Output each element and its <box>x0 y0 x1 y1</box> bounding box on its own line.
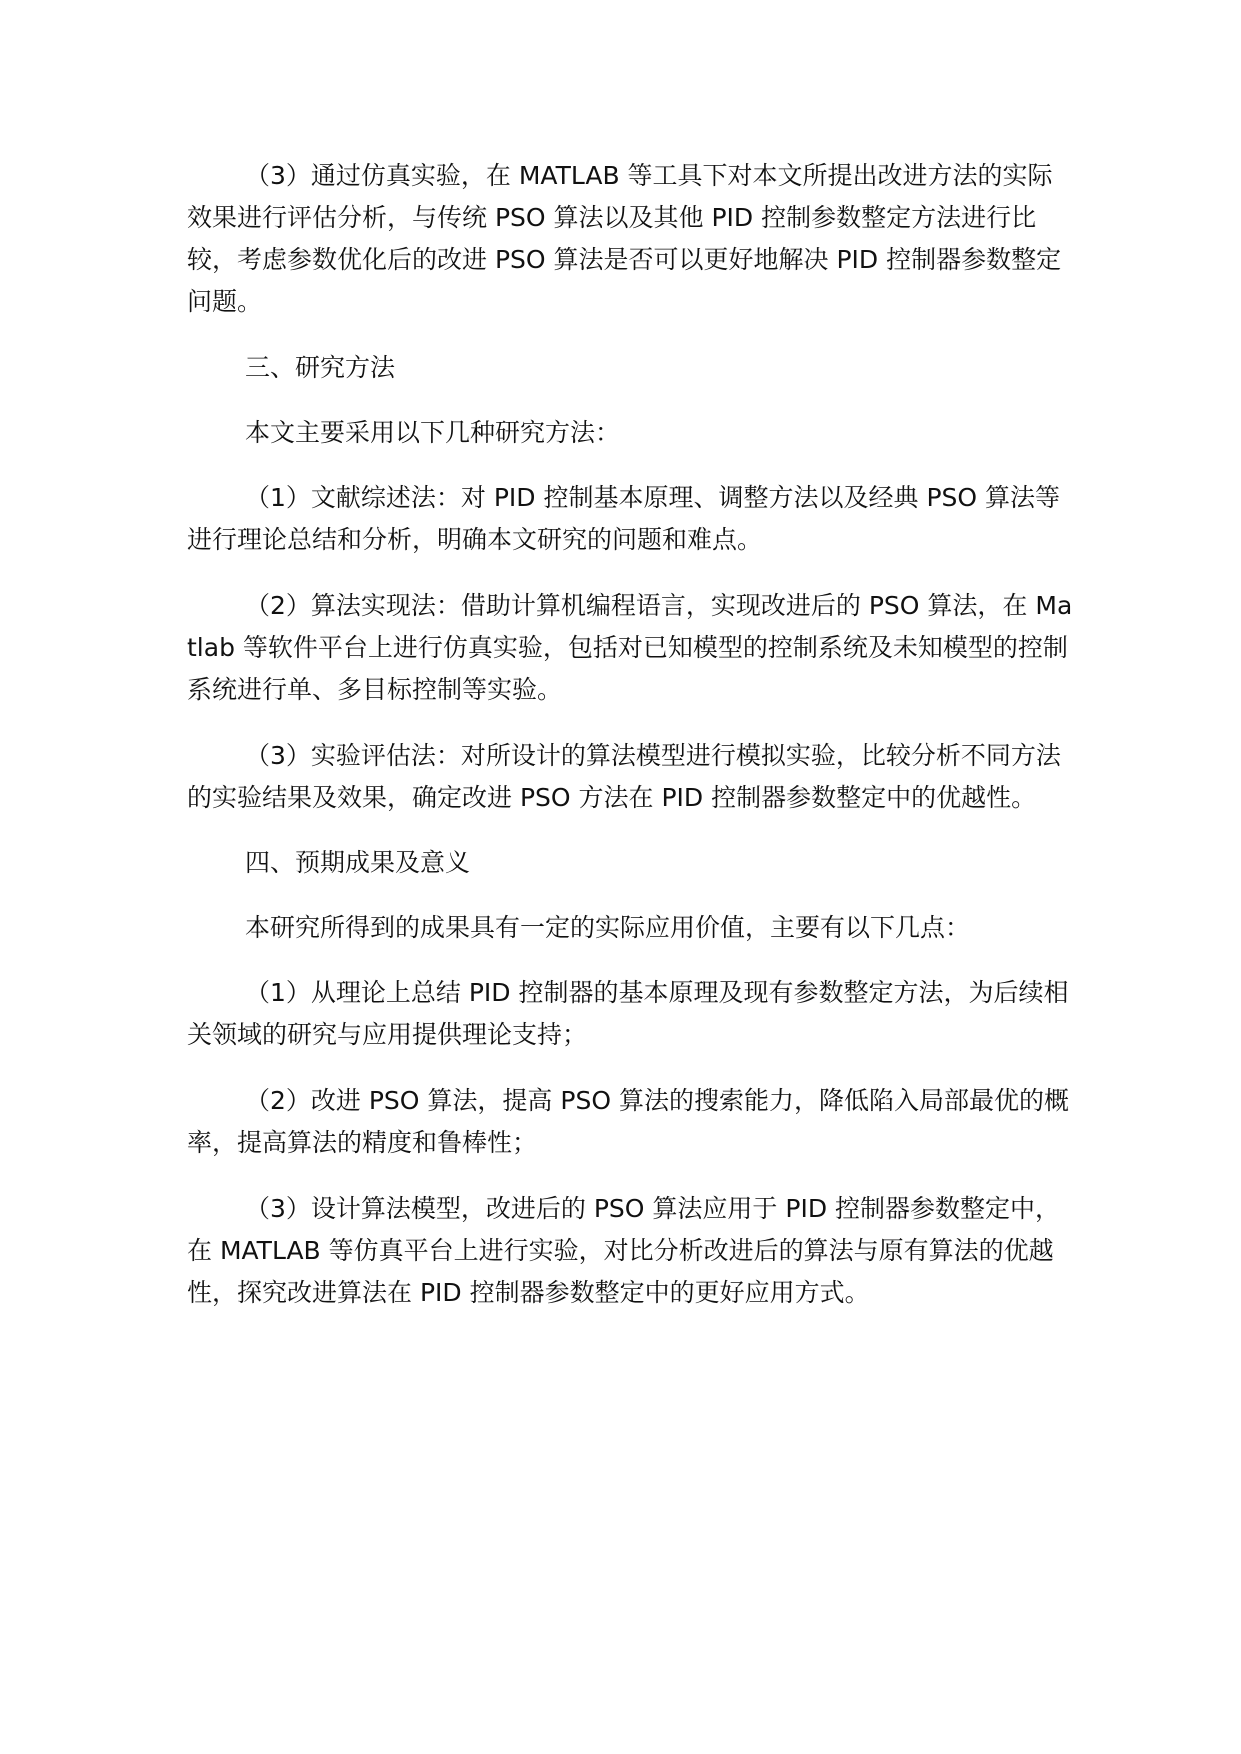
paragraph-method-2: （2）算法实现法：借助计算机编程语言，实现改进后的 PSO 算法，在 Matlab 等软件平台上进行仿真实验，包括对已知模型的控制系统及未知模型的控制系统进行单、多目标控制等实验。 <box>187 591 1073 704</box>
section-heading-research-methods: 三、研究方法 <box>245 353 396 382</box>
document-body <box>187 155 1077 1314</box>
paragraph-method-1: （1）文献综述法：对 PID 控制基本原理、调整方法以及经典 PSO 算法等进行理论总结和分析，明确本文研究的问题和难点。 <box>187 483 1061 554</box>
paragraph-method-3: （3）实验评估法：对所设计的算法模型进行模拟实验，比较分析不同方法的实验结果及效果，确定改进 PSO 方法在 PID 控制器参数整定中的优越性。 <box>187 741 1061 812</box>
paragraph-result-3: （3）设计算法模型，改进后的 PSO 算法应用于 PID 控制器参数整定中，在 MATLAB 等仿真平台上进行实验，对比分析改进后的算法与原有算法的优越性，探究改进算法在 PID 控制器参数整定中的更好应用方式。 <box>187 1194 1061 1307</box>
paragraph-methods-intro: 本文主要采用以下几种研究方法： <box>245 418 621 447</box>
paragraph-results-intro: 本研究所得到的成果具有一定的实际应用价值，主要有以下几点： <box>245 913 971 942</box>
paragraph-result-2: （2）改进 PSO 算法，提高 PSO 算法的搜索能力，降低陷入局部最优的概率，提高算法的精度和鲁棒性； <box>187 1086 1069 1157</box>
paragraph-result-1: （1）从理论上总结 PID 控制器的基本原理及现有参数整定方法，为后续相关领域的研究与应用提供理论支持； <box>187 978 1069 1049</box>
section-heading-expected-results: 四、预期成果及意义 <box>245 848 471 877</box>
paragraph-objective-3: （3）通过仿真实验，在 MATLAB 等工具下对本文所提出改进方法的实际效果进行评估分析，与传统 PSO 算法以及其他 PID 控制参数整定方法进行比较，考虑参数优化后的改进 PSO 算法是否可以更好地解决 PID 控制器参数整定问题。 <box>187 161 1062 316</box>
